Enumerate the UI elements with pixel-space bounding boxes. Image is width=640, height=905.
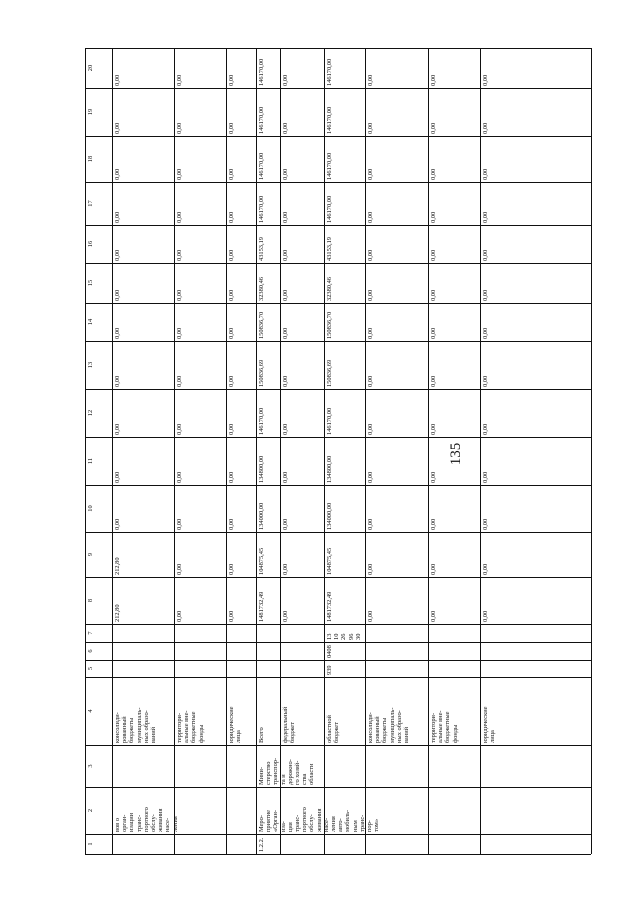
table-cell: 134800,00: [258, 455, 265, 483]
header-cell-19: 19: [87, 108, 94, 116]
table-cell: 146170,00: [258, 58, 265, 86]
grid-line: [85, 437, 591, 438]
grid-line: [428, 48, 429, 854]
header-cell-13: 13: [87, 361, 94, 369]
table-cell: 0,00: [114, 249, 121, 261]
table-cell: 0,00: [282, 211, 289, 223]
table-cell: 0,00: [430, 211, 437, 223]
table-cell: 0,00: [114, 211, 121, 223]
table-cell: 0,00: [430, 122, 437, 134]
table-cell: 146170,00: [258, 407, 265, 435]
table-cell: 0,00: [114, 289, 121, 301]
header-cell-6: 6: [87, 649, 94, 653]
table-cell: 0,00: [176, 327, 183, 339]
table-cell: 0408: [326, 645, 333, 658]
table-cell: юридические лица: [482, 706, 497, 743]
table-cell: 32380,46: [258, 277, 265, 301]
table-cell: 104875,45: [326, 547, 333, 575]
table-cell: 1481732,49: [326, 591, 333, 622]
grid-line: [280, 48, 281, 854]
table-cell: 0,00: [282, 249, 289, 261]
table-cell: 0,00: [114, 74, 121, 86]
table-cell: 0,00: [282, 289, 289, 301]
grid-line: [85, 389, 591, 390]
table-cell: 0,00: [282, 375, 289, 387]
table-cell: 146170,00: [258, 106, 265, 134]
table-cell: 0,00: [430, 471, 437, 483]
table-cell: федеральный бюджет: [282, 706, 297, 743]
table-cell: 0,00: [176, 168, 183, 180]
table-cell: 146170,00: [326, 195, 333, 223]
table-cell: 0,00: [228, 211, 235, 223]
table-cell: 0,00: [176, 610, 183, 622]
table-cell: 0,00: [114, 122, 121, 134]
table-cell: 150836,70: [326, 311, 333, 339]
table-cell: юридические лица: [228, 706, 243, 743]
table-cell: 0,00: [367, 563, 374, 575]
table-cell: 0,00: [482, 249, 489, 261]
table-cell: 104875,45: [258, 547, 265, 575]
grid-line: [85, 532, 591, 533]
table-cell: 43153,19: [258, 237, 265, 261]
header-cell-12: 12: [87, 409, 94, 417]
table-cell: 0,00: [282, 563, 289, 575]
table-cell: 146170,00: [326, 106, 333, 134]
table-cell: 0,00: [176, 518, 183, 530]
table-cell: 146170,00: [326, 58, 333, 86]
table-cell: 0,00: [482, 423, 489, 435]
table-cell: 0,00: [367, 122, 374, 134]
table-cell: 0,00: [176, 471, 183, 483]
header-cell-2: 2: [87, 808, 94, 813]
table-cell: 134000,00: [326, 502, 333, 530]
table-cell: 146170,00: [258, 195, 265, 223]
table-cell: 0,00: [482, 74, 489, 86]
table-cell: 0,00: [228, 289, 235, 301]
table-cell: 0,00: [482, 375, 489, 387]
table-cell: 0,00: [228, 375, 235, 387]
table-cell: 0,00: [367, 249, 374, 261]
table-cell: 146170,00: [258, 152, 265, 180]
grid-line: [324, 48, 325, 854]
table-cell: 0,00: [114, 327, 121, 339]
table-cell: вов о орган- изации транс- портного обслу- живания насе- ления: [114, 807, 179, 832]
table-cell: 0,00: [282, 122, 289, 134]
table-cell: 0,00: [228, 168, 235, 180]
grid-line: [112, 48, 113, 854]
header-cell-4: 4: [87, 709, 94, 713]
table-cell: 0,00: [430, 563, 437, 575]
table-cell: 150836,69: [326, 359, 333, 387]
table-cell: 0,00: [228, 423, 235, 435]
table-cell: 0,00: [228, 563, 235, 575]
table-cell: 0,00: [367, 168, 374, 180]
grid-line: [85, 642, 591, 643]
table-cell: 43153,19: [326, 237, 333, 261]
table-cell: 0,00: [482, 327, 489, 339]
table-cell: 0,00: [367, 375, 374, 387]
grid-line: [591, 48, 592, 854]
table-cell: 0,00: [282, 327, 289, 339]
header-cell-20: 20: [87, 64, 94, 72]
table-cell: 0,00: [176, 289, 183, 301]
table-cell: 1481732,49: [258, 591, 265, 622]
table-cell: 0,00: [430, 518, 437, 530]
grid-line: [85, 48, 591, 49]
table-cell: Мини- стерство транспор- та и дорожно- го хозяй- ства области: [258, 757, 316, 785]
table-cell: 939: [326, 665, 333, 675]
table-cell: консолиди- рованный бюджеты муниципаль- ных образо- ваний: [114, 707, 158, 743]
grid-line: [85, 577, 591, 578]
table-cell: 0,00: [228, 610, 235, 622]
table-cell: 0,00: [430, 423, 437, 435]
table-cell: 150836,70: [258, 311, 265, 339]
table-cell: 0,00: [367, 423, 374, 435]
table-cell: 32380,46: [326, 277, 333, 301]
header-cell-16: 16: [87, 240, 94, 248]
table-cell: 0,00: [176, 423, 183, 435]
grid-line: [85, 624, 591, 625]
header-cell-5: 5: [87, 666, 94, 671]
grid-line: [85, 787, 591, 788]
grid-line: [226, 48, 227, 854]
grid-line: [85, 485, 591, 486]
table-cell: 0,00: [228, 471, 235, 483]
table-cell: 146170,00: [326, 152, 333, 180]
table-cell: 1.2.2.: [258, 837, 265, 852]
grid-line: [174, 48, 175, 854]
header-cell-15: 15: [87, 279, 94, 287]
table-cell: 0,00: [430, 610, 437, 622]
table-cell: 0,00: [482, 211, 489, 223]
grid-line: [85, 263, 591, 264]
table-cell: 0,00: [228, 249, 235, 261]
table-cell: 134000,00: [258, 502, 265, 530]
table-cell: 134800,00: [326, 455, 333, 483]
table-cell: 0,00: [176, 563, 183, 575]
table-cell: 0,00: [114, 423, 121, 435]
header-cell-10: 10: [87, 505, 94, 512]
table-cell: 0,00: [228, 327, 235, 339]
grid-line: [85, 834, 591, 835]
table-cell: 0,00: [367, 211, 374, 223]
table-cell: 0,00: [430, 74, 437, 86]
table-cell: 0,00: [482, 289, 489, 301]
table-cell: 0,00: [482, 122, 489, 134]
table-cell: 0,00: [482, 471, 489, 483]
table-cell: 0,00: [176, 122, 183, 134]
table-cell: 0,00: [282, 168, 289, 180]
table-cell: 0,00: [176, 211, 183, 223]
table-cell: территори- альные вне- бюджетные фонды: [430, 710, 459, 743]
table-cell: 0,00: [367, 471, 374, 483]
grid-line: [85, 854, 591, 855]
table-cell: 0,00: [114, 471, 121, 483]
table-cell: 0,00: [176, 249, 183, 261]
grid-line: [480, 48, 481, 854]
table-cell: 0,00: [367, 518, 374, 530]
table-cell: 0,00: [482, 610, 489, 622]
grid-line: [85, 225, 591, 226]
table-cell: 0,00: [114, 375, 121, 387]
grid-line: [85, 341, 591, 342]
grid-line: [85, 303, 591, 304]
table-cell: 0,00: [367, 289, 374, 301]
budget-table: [85, 48, 591, 854]
grid-line: [256, 48, 257, 854]
table-cell: 0,00: [482, 168, 489, 180]
table-cell: 0,00: [367, 74, 374, 86]
table-cell: Всего: [258, 727, 265, 743]
grid-line: [85, 660, 591, 661]
table-cell: 0,00: [282, 518, 289, 530]
header-cell-9: 9: [87, 552, 94, 557]
table-cell: 0,00: [282, 610, 289, 622]
grid-line: [365, 48, 366, 854]
table-cell: 0,00: [430, 249, 437, 261]
table-cell: консолиди- рованный бюджеты муниципаль- ных образо- ваний: [367, 707, 411, 743]
header-cell-1: 1: [87, 842, 94, 846]
table-cell: 0,00: [367, 610, 374, 622]
table-cell: 0,00: [114, 168, 121, 180]
page-number: 135: [448, 442, 464, 466]
grid-line: [85, 48, 86, 854]
table-cell: территори- альные вне- бюджетные фонды: [176, 710, 205, 743]
table-cell: 0,00: [367, 327, 374, 339]
table-cell: 0,00: [228, 74, 235, 86]
grid-line: [85, 136, 591, 137]
table-cell: 0,00: [114, 518, 121, 530]
table-cell: областной бюджет: [326, 715, 341, 743]
header-cell-17: 17: [87, 200, 94, 207]
table-cell: 0,00: [282, 74, 289, 86]
grid-line: [85, 88, 591, 89]
header-cell-3: 3: [87, 764, 94, 768]
header-cell-18: 18: [87, 155, 94, 163]
table-cell: 0,00: [176, 375, 183, 387]
grid-line: [85, 182, 591, 183]
grid-line: [85, 677, 591, 678]
table-cell: 212,80: [114, 557, 121, 575]
header-cell-7: 7: [87, 631, 94, 635]
header-cell-8: 8: [87, 598, 94, 603]
table-cell: 0,00: [282, 423, 289, 435]
grid-line: [85, 745, 591, 746]
table-cell: 0,00: [482, 563, 489, 575]
table-cell: 13 10 26 96 30: [326, 633, 362, 640]
table-cell: Меро- приятие «Орган- иза- ция транс- портного обслу- живания насе- ления авто- мобиль- ным транс- пор- том»: [258, 807, 381, 832]
table-cell: 0,00: [430, 375, 437, 387]
table-cell: 0,00: [176, 74, 183, 86]
table-cell: 0,00: [430, 289, 437, 301]
table-cell: 0,00: [282, 471, 289, 483]
header-cell-14: 14: [87, 318, 94, 326]
table-cell: 0,00: [228, 518, 235, 530]
table-cell: 146170,00: [326, 407, 333, 435]
table-cell: 0,00: [228, 122, 235, 134]
table-cell: 0,00: [430, 168, 437, 180]
table-cell: 212,80: [114, 604, 121, 622]
table-cell: 0,00: [430, 327, 437, 339]
header-cell-11: 11: [87, 457, 94, 465]
table-cell: 150836,69: [258, 359, 265, 387]
table-cell: 0,00: [482, 518, 489, 530]
